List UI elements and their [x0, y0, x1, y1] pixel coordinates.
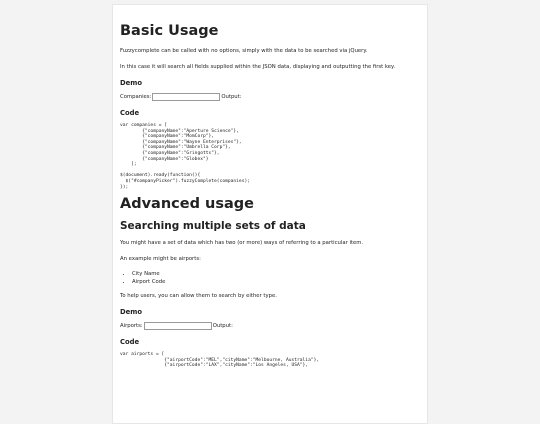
advanced-code-heading: Code	[120, 338, 140, 347]
advanced-demo-row	[120, 322, 420, 330]
basic-intro-text: Fuzzycomplete can be called with no options, simply with the data to be searched via jQuery.	[120, 48, 368, 54]
basic-code-block: var companies = [ {"companyName":"Aperture Science"}, {"companyName":"MomCorp"}, {"companyName":"Wayne Enterprises"}, {"companyName":"Umbrella Corp"}, {"companyName":"Gringotts"}, {"companyName":"Globex"} ]; $(document).ready(function(){ $("#companyPicker").fuzzyComplete(companies); });	[120, 123, 250, 190]
documentation-page	[112, 4, 428, 424]
searching-multiple-heading: Searching multiple sets of data	[120, 220, 306, 233]
basic-note-text: In this case it will search all fields supplied within the JSON data, displaying and outputting the first key.	[120, 64, 396, 70]
company-picker-input[interactable]	[152, 93, 220, 101]
basic-output-label: Output:	[221, 94, 242, 100]
advanced-usage-heading: Advanced usage	[120, 196, 254, 213]
basic-demo-row	[120, 93, 420, 101]
advanced-code-block: var airports = [ {"airportCode":"MEL","cityName":"Melbourne, Australia"}, {"airportCode":"LAX","cityName":"Los Angeles, USA"},	[120, 352, 320, 369]
help-text: To help users, you can allow them to search by either type.	[120, 293, 277, 300]
companies-label: Companies:	[120, 94, 152, 100]
advanced-intro-text: You might have a set of data which has two (or more) ways of referring to a particular item.	[120, 240, 364, 247]
airports-label: Airports:	[120, 323, 143, 330]
list-item: • Airport Code	[132, 279, 420, 287]
list-item: • City Name	[132, 271, 420, 279]
airport-picker-input[interactable]	[144, 322, 212, 330]
advanced-output-label: Output:	[212, 323, 233, 330]
basic-usage-heading: Basic Usage	[120, 23, 219, 39]
basic-code-heading: Code	[120, 109, 140, 117]
airport-fields-list	[120, 271, 420, 286]
example-intro-text: An example might be airports:	[120, 256, 201, 263]
basic-demo-heading: Demo	[120, 79, 143, 87]
advanced-demo-heading: Demo	[120, 308, 143, 317]
